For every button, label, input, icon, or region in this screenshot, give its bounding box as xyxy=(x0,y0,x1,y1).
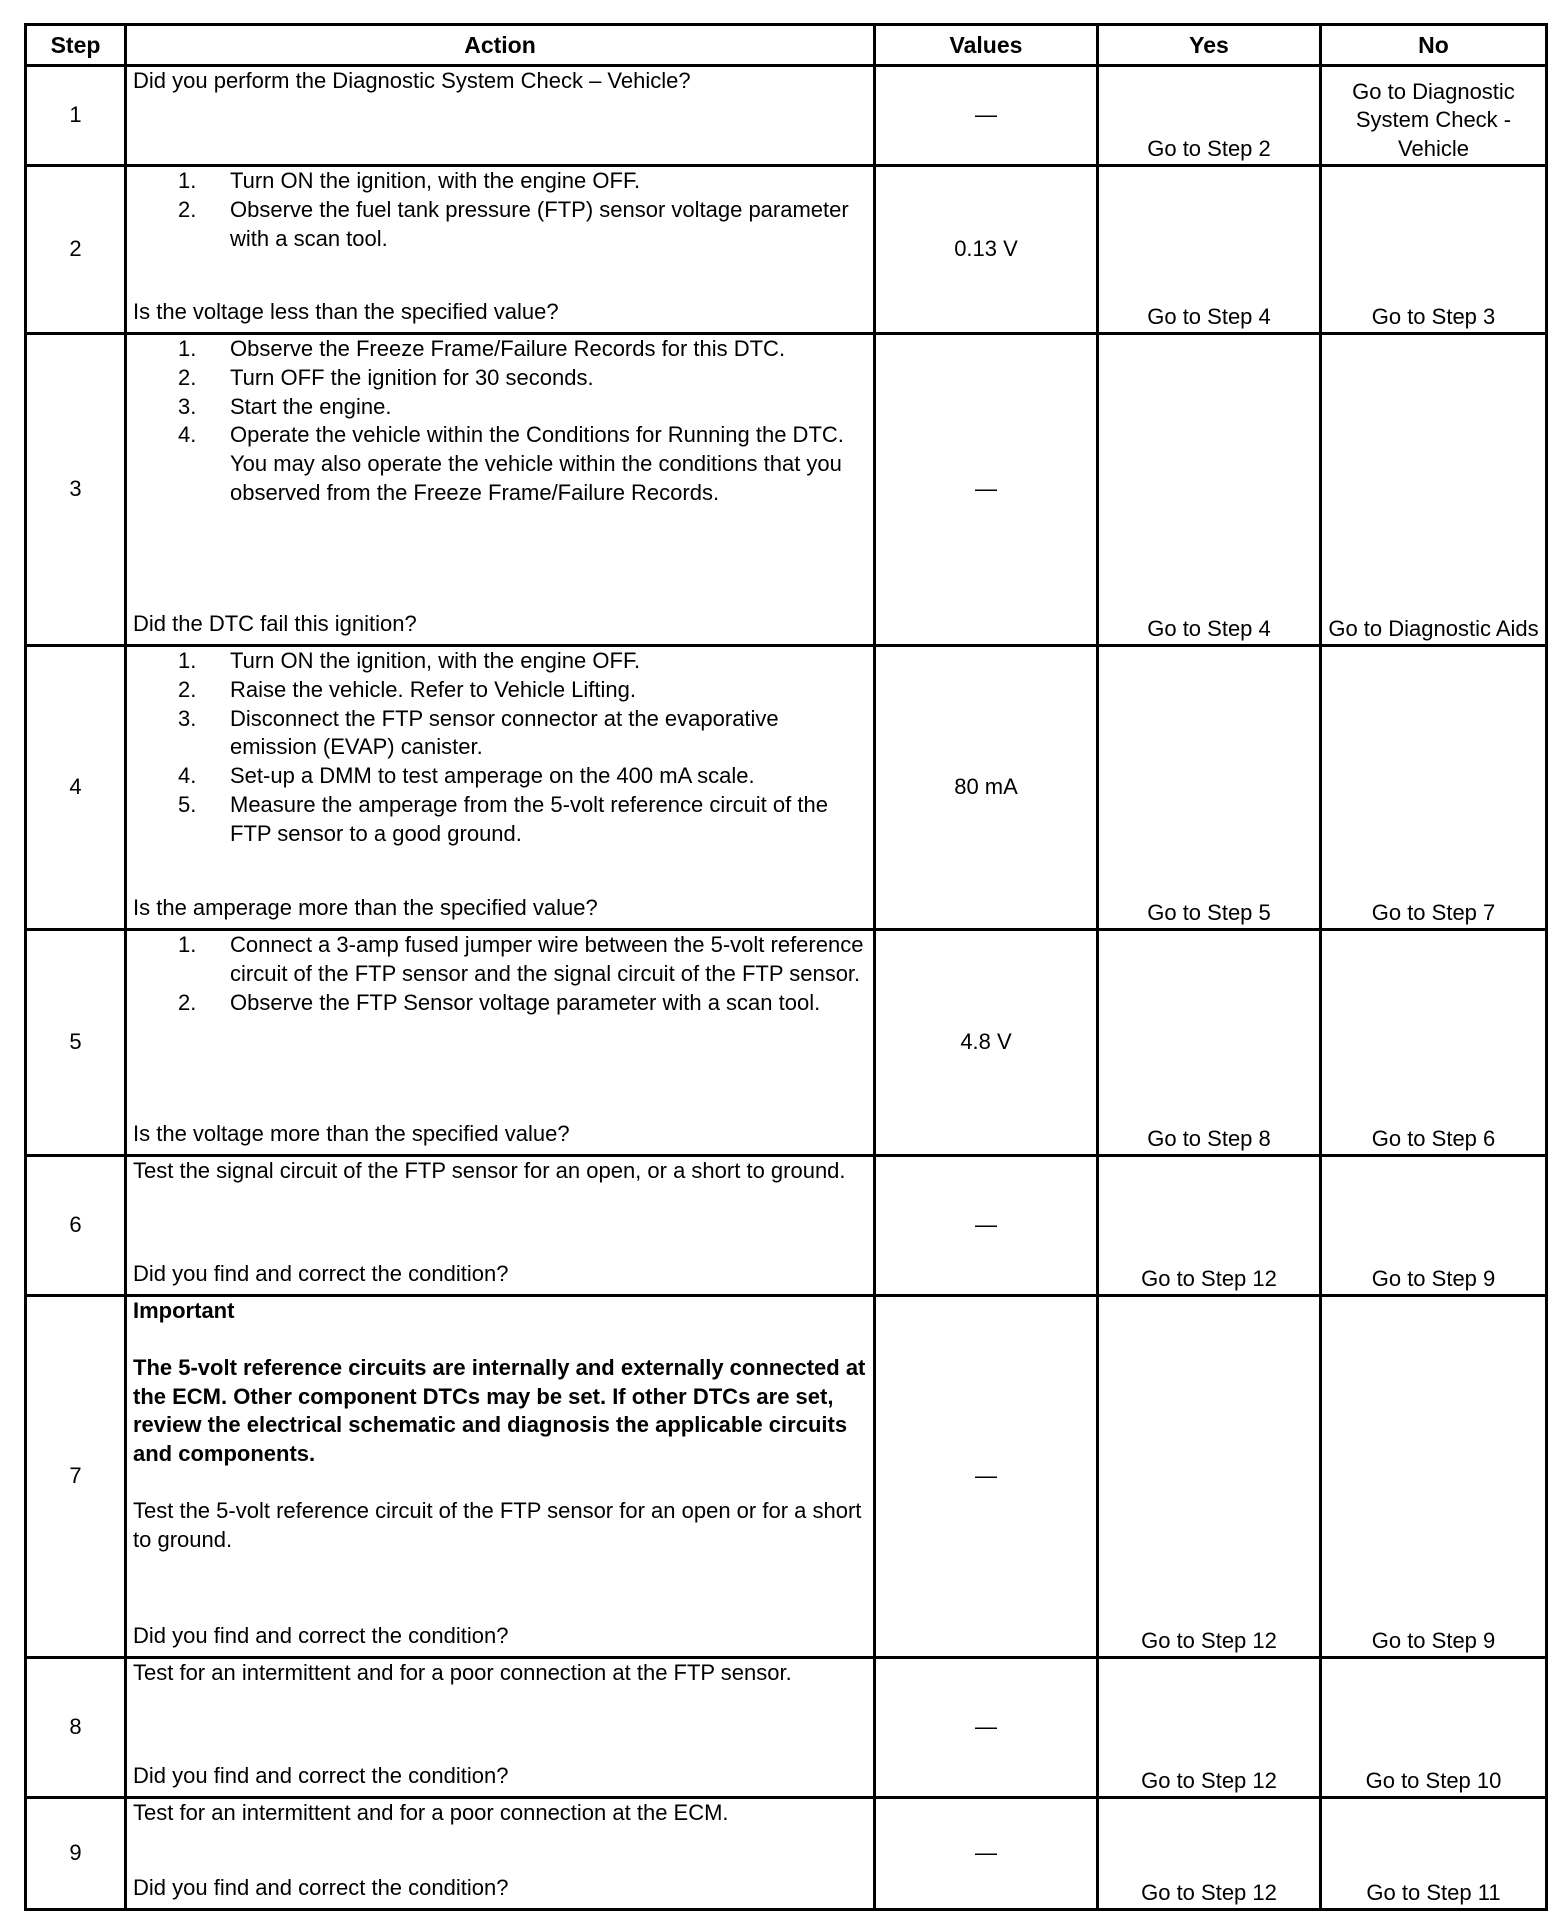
header-values: Values xyxy=(875,25,1098,66)
action-question: Did you find and correct the condition? xyxy=(133,1875,509,1901)
value-cell: 0.13 V xyxy=(875,166,1098,334)
yes-cell: Go to Step 12 xyxy=(1098,1156,1321,1296)
table-row xyxy=(26,1658,1547,1798)
list-item: Turn OFF the ignition for 30 seconds. xyxy=(230,364,594,390)
list-item: Set-up a DMM to test amperage on the 400 mA scale. xyxy=(230,763,755,789)
important-note: The 5-volt reference circuits are internally and externally connected at the ECM. Other component DTCs may be set. If other DTCs are set, review the electrical schematic and diagnosis the applicable circuits and components. xyxy=(133,1354,866,1467)
table-row xyxy=(26,166,1547,334)
list-item: Connect a 3-amp fused jumper wire between the 5-volt reference circuit of the FTP sensor and the signal circuit of the FTP sensor. xyxy=(230,932,864,986)
action-question: Is the voltage less than the specified value? xyxy=(133,299,559,325)
yes-cell: Go to Step 12 xyxy=(1098,1658,1321,1798)
header-yes: Yes xyxy=(1098,25,1321,66)
no-cell: Go to Step 7 xyxy=(1321,646,1547,930)
value-cell: — xyxy=(875,1156,1098,1296)
table-row xyxy=(26,1798,1547,1910)
step-number: 4 xyxy=(26,646,126,930)
no-cell: Go to Diagnostic Aids xyxy=(1321,334,1547,646)
yes-cell: Go to Step 4 xyxy=(1098,166,1321,334)
action-text: Did you perform the Diagnostic System Check – Vehicle? xyxy=(133,68,691,93)
action-cell xyxy=(126,1658,875,1798)
yes-cell: Go to Step 4 xyxy=(1098,334,1321,646)
yes-cell: Go to Step 8 xyxy=(1098,930,1321,1156)
action-text: Test the signal circuit of the FTP sensor for an open, or a short to ground. xyxy=(133,1158,846,1183)
list-item: Measure the amperage from the 5-volt reference circuit of the FTP sensor to a good ground. xyxy=(230,792,828,846)
value-cell: — xyxy=(875,334,1098,646)
action-cell xyxy=(126,66,875,166)
list-item: Turn ON the ignition, with the engine OFF. xyxy=(230,168,641,193)
action-cell xyxy=(126,166,875,334)
list-item: Observe the FTP Sensor voltage parameter with a scan tool. xyxy=(230,989,821,1015)
list-item: Raise the vehicle. Refer to Vehicle Lifting. xyxy=(230,676,637,702)
step-number: 9 xyxy=(26,1798,126,1910)
value-cell: — xyxy=(875,1296,1098,1658)
header-action: Action xyxy=(126,25,875,66)
action-cell xyxy=(126,1798,875,1910)
table-row xyxy=(26,930,1547,1156)
action-cell xyxy=(126,1156,875,1296)
list-item: Turn ON the ignition, with the engine OFF. xyxy=(230,648,641,673)
diagnostic-table xyxy=(24,23,1548,1911)
action-steps xyxy=(133,167,867,253)
value-cell: 4.8 V xyxy=(875,930,1098,1156)
important-title: Important xyxy=(133,1298,235,1323)
no-cell: Go to Step 3 xyxy=(1321,166,1547,334)
action-text: Test for an intermittent and for a poor connection at the ECM. xyxy=(133,1800,729,1825)
value-cell: — xyxy=(875,1798,1098,1910)
action-text: Test for an intermittent and for a poor connection at the FTP sensor. xyxy=(133,1660,792,1685)
no-cell: Go to Diagnostic System Check - Vehicle xyxy=(1321,66,1547,166)
list-item: Observe the fuel tank pressure (FTP) sensor voltage parameter with a scan tool. xyxy=(230,196,849,251)
no-cell: Go to Step 9 xyxy=(1321,1296,1547,1658)
step-number: 7 xyxy=(26,1296,126,1658)
no-cell: Go to Step 10 xyxy=(1321,1658,1547,1798)
action-question: Is the voltage more than the specified value? xyxy=(133,1121,570,1147)
table-row xyxy=(26,66,1547,166)
value-cell: — xyxy=(875,66,1098,166)
yes-cell: Go to Step 5 xyxy=(1098,646,1321,930)
action-steps xyxy=(133,647,867,849)
action-steps xyxy=(133,335,867,508)
table-row xyxy=(26,334,1547,646)
action-steps xyxy=(133,931,867,1017)
list-item: Operate the vehicle within the Conditions for Running the DTC. You may also operate the vehicle within the conditions that you observed from the Freeze Frame/Failure Records. xyxy=(230,422,844,506)
step-number: 2 xyxy=(26,166,126,334)
no-cell: Go to Step 6 xyxy=(1321,930,1547,1156)
action-question: Did you find and correct the condition? xyxy=(133,1623,509,1649)
list-item: Observe the Freeze Frame/Failure Records for this DTC. xyxy=(230,336,786,361)
yes-cell: Go to Step 12 xyxy=(1098,1296,1321,1658)
no-cell: Go to Step 9 xyxy=(1321,1156,1547,1296)
table-row xyxy=(26,1296,1547,1658)
action-question: Did you find and correct the condition? xyxy=(133,1763,509,1789)
table-row xyxy=(26,1156,1547,1296)
list-item: Disconnect the FTP sensor connector at the evaporative emission (EVAP) canister. xyxy=(230,705,779,760)
step-number: 3 xyxy=(26,334,126,646)
step-number: 6 xyxy=(26,1156,126,1296)
header-step: Step xyxy=(26,25,126,66)
action-question: Did you find and correct the condition? xyxy=(133,1261,509,1287)
value-cell: — xyxy=(875,1658,1098,1798)
step-number: 1 xyxy=(26,66,126,166)
action-question: Is the amperage more than the specified value? xyxy=(133,895,598,921)
header-no: No xyxy=(1321,25,1547,66)
no-cell: Go to Step 11 xyxy=(1321,1798,1547,1910)
action-cell xyxy=(126,1296,875,1658)
list-item: Start the engine. xyxy=(230,393,392,419)
value-cell: 80 mA xyxy=(875,646,1098,930)
yes-cell: Go to Step 12 xyxy=(1098,1798,1321,1910)
action-question: Did the DTC fail this ignition? xyxy=(133,611,417,637)
header-row xyxy=(26,25,1547,66)
action-cell xyxy=(126,646,875,930)
step-number: 8 xyxy=(26,1658,126,1798)
action-cell xyxy=(126,334,875,646)
table-row xyxy=(26,646,1547,930)
action-cell xyxy=(126,930,875,1156)
yes-cell: Go to Step 2 xyxy=(1098,66,1321,166)
step-number: 5 xyxy=(26,930,126,1156)
action-text: Test the 5-volt reference circuit of the FTP sensor for an open or for a short to ground. xyxy=(133,1498,862,1552)
